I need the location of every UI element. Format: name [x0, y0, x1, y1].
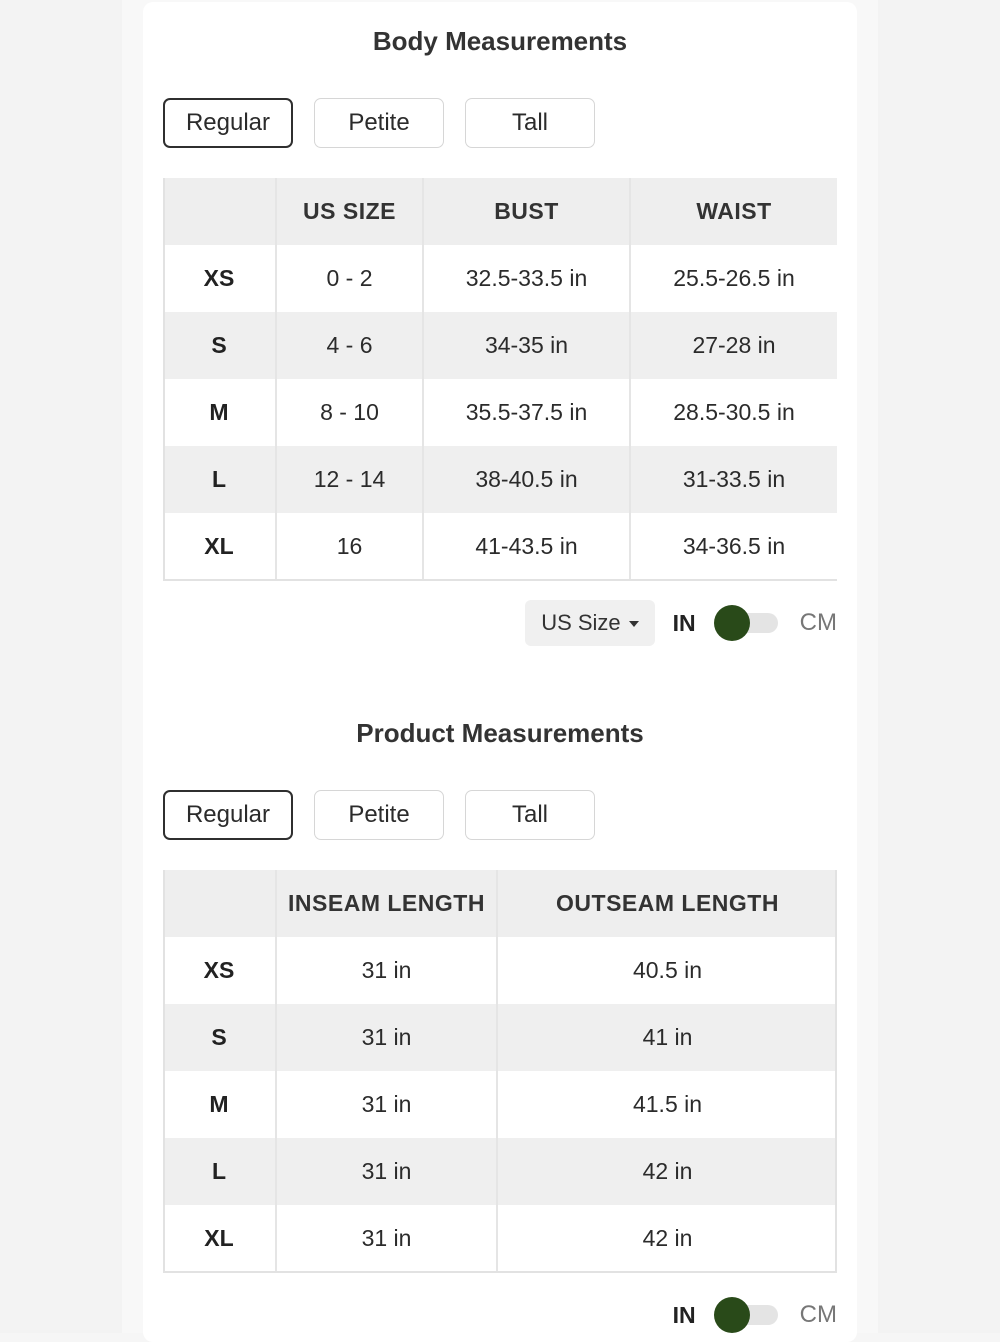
row-size-label: XS — [163, 937, 276, 1004]
us-size-cell: 4 - 6 — [276, 312, 423, 379]
table-row — [163, 1071, 837, 1138]
body-tab-petite[interactable]: Petite — [314, 98, 444, 148]
us-size-cell: 12 - 14 — [276, 446, 423, 513]
table-row — [163, 379, 837, 446]
outseam-cell: 40.5 in — [632, 957, 703, 983]
waist-cell: 27-28 in — [692, 332, 776, 358]
body-tab-regular[interactable]: Regular — [163, 98, 293, 148]
header-waist: WAIST — [696, 198, 772, 224]
row-size-label: L — [163, 446, 276, 513]
table-row — [163, 446, 837, 513]
row-size-label: XS — [163, 245, 276, 312]
body-measurements-title: Body Measurements — [372, 26, 628, 56]
inseam-cell: 31 in — [276, 1138, 497, 1205]
us-size-cell: 0 - 2 — [276, 245, 423, 312]
table-row — [163, 312, 837, 379]
inseam-cell: 31 in — [276, 937, 497, 1004]
row-size-label: M — [163, 379, 276, 446]
table-header-row — [163, 870, 837, 937]
header-us-size: US SIZE — [276, 178, 423, 245]
table-header-row — [163, 178, 837, 245]
body-measurements-table — [163, 178, 837, 580]
table-row — [163, 1205, 837, 1272]
waist-cell: 28.5-30.5 in — [673, 399, 795, 425]
outseam-cell: 41 in — [642, 1024, 693, 1050]
table-row — [163, 245, 837, 312]
caret-down-icon — [629, 621, 639, 627]
table-row — [163, 1004, 837, 1071]
size-system-value: US Size — [541, 610, 621, 635]
product-measurements-table — [163, 870, 837, 1272]
header-bust: BUST — [423, 178, 630, 245]
table-row — [163, 513, 837, 580]
body-tab-tall[interactable]: Tall — [465, 98, 595, 148]
size-system-dropdown[interactable] — [525, 600, 654, 646]
waist-cell: 31-33.5 in — [682, 466, 786, 492]
product-unit-controls — [673, 1292, 837, 1338]
product-measurements-title: Product Measurements — [356, 718, 644, 748]
outseam-cell: 42 in — [642, 1158, 693, 1184]
product-tab-petite[interactable]: Petite — [314, 790, 444, 840]
us-size-cell: 16 — [276, 513, 423, 580]
toggle-knob — [714, 605, 750, 641]
us-size-cell: 8 - 10 — [276, 379, 423, 446]
bust-cell: 35.5-37.5 in — [423, 379, 630, 446]
body-unit-toggle[interactable] — [714, 609, 778, 637]
outseam-cell: 41.5 in — [632, 1091, 703, 1117]
row-size-label: XL — [163, 513, 276, 580]
toggle-knob — [714, 1297, 750, 1333]
size-guide-card — [143, 2, 857, 1342]
row-size-label: S — [163, 312, 276, 379]
bust-cell: 32.5-33.5 in — [423, 245, 630, 312]
body-unit-controls — [525, 600, 837, 646]
header-size-blank — [163, 178, 276, 245]
product-tab-regular[interactable]: Regular — [163, 790, 293, 840]
row-size-label: L — [163, 1138, 276, 1205]
product-fit-tabs — [163, 790, 595, 840]
unit-label-cm: CM — [799, 609, 837, 636]
inseam-cell: 31 in — [276, 1071, 497, 1138]
table-row — [163, 1138, 837, 1205]
row-size-label: M — [163, 1071, 276, 1138]
header-outseam: OUTSEAM LENGTH — [556, 890, 779, 916]
row-size-label: S — [163, 1004, 276, 1071]
header-size-blank — [163, 870, 276, 937]
header-inseam: INSEAM LENGTH — [276, 870, 497, 937]
product-tab-tall[interactable]: Tall — [465, 790, 595, 840]
bust-cell: 34-35 in — [423, 312, 630, 379]
unit-label-in: IN — [672, 1301, 696, 1328]
inseam-cell: 31 in — [276, 1205, 497, 1272]
waist-cell: 34-36.5 in — [682, 533, 786, 559]
bust-cell: 41-43.5 in — [423, 513, 630, 580]
waist-cell: 25.5-26.5 in — [673, 265, 795, 291]
row-size-label: XL — [163, 1205, 276, 1272]
body-fit-tabs — [163, 98, 595, 148]
unit-label-in: IN — [672, 609, 696, 636]
product-unit-toggle[interactable] — [714, 1301, 778, 1329]
unit-label-cm: CM — [799, 1301, 837, 1328]
table-row — [163, 937, 837, 1004]
outseam-cell: 42 in — [642, 1225, 693, 1251]
bust-cell: 38-40.5 in — [423, 446, 630, 513]
inseam-cell: 31 in — [276, 1004, 497, 1071]
